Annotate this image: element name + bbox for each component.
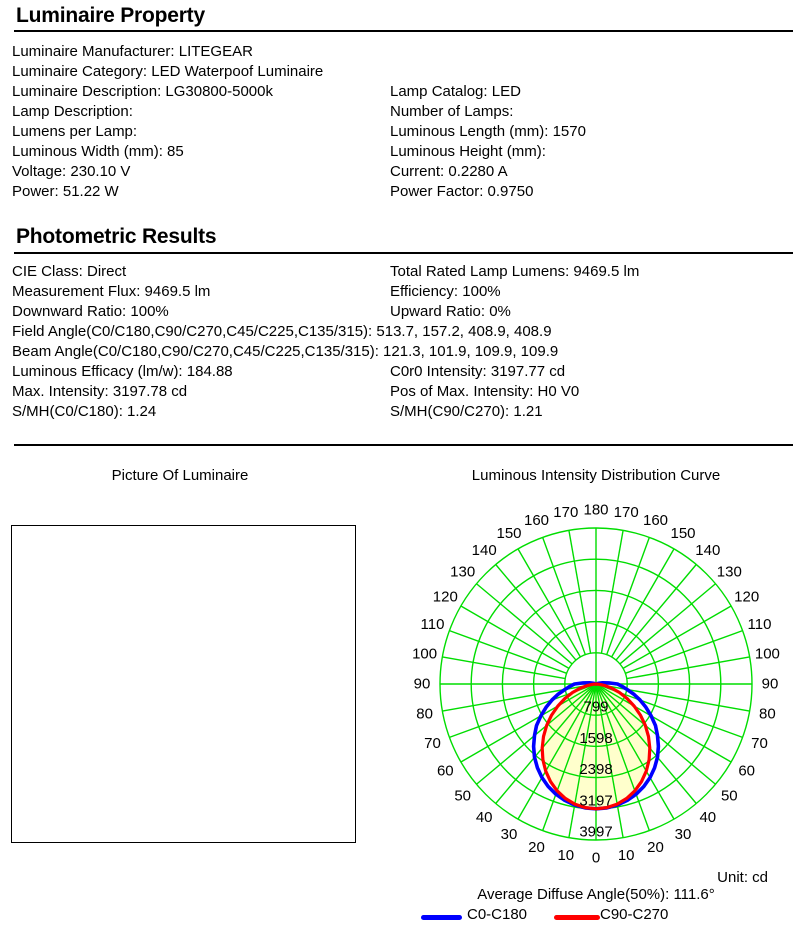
angle-label: 80 (759, 705, 776, 723)
luminaire-property-right-value: Luminous Height (mm): (390, 143, 546, 160)
luminaire-property-right-value: Power Factor: 0.9750 (390, 183, 534, 200)
ring-value-label: 799 (583, 698, 609, 716)
ring-value-label: 3197 (579, 792, 613, 810)
photometric-results-left-value: Max. Intensity: 3197.78 cd (12, 383, 188, 400)
angle-label: 120 (734, 588, 760, 606)
polar-grid-spoke (625, 631, 742, 674)
luminaire-property-right-value: Luminous Length (mm): 1570 (390, 123, 586, 140)
angle-label: 60 (738, 762, 756, 780)
angle-label: 100 (412, 645, 438, 663)
polar-grid-spoke (627, 657, 750, 679)
photometric-results-right-value: Pos of Max. Intensity: H0 V0 (390, 383, 580, 400)
angle-label: 90 (413, 675, 431, 693)
luminaire-property-left-value: Luminaire Manufacturer: LITEGEAR (12, 43, 253, 60)
angle-label: 70 (424, 735, 441, 752)
angle-label: 180 (583, 501, 609, 519)
polar-grid-spoke (449, 631, 566, 674)
angle-label: 70 (751, 735, 768, 752)
luminaire-property-title: Luminaire Property (16, 4, 205, 27)
angle-label: 60 (436, 762, 454, 780)
legend-line-c0-c180 (421, 915, 462, 920)
angle-label: 130 (716, 563, 742, 581)
polar-grid-spoke (543, 537, 586, 654)
luminaire-property-left-value: Voltage: 230.10 V (12, 163, 131, 180)
polar-grid-spoke (601, 530, 623, 653)
ring-value-label: 1598 (579, 729, 613, 747)
ring-value-label: 2398 (579, 761, 613, 779)
chart-unit-label: Unit: cd (717, 869, 768, 886)
angle-label: 160 (642, 512, 669, 529)
photometric-results-left-value: Field Angle(C0/C180,C90/C270,C45/C225,C135/315): 513.7, 157.2, 408.9, 408.9 (12, 323, 552, 340)
angle-label: 20 (528, 839, 545, 856)
chart-title: Luminous Intensity Distribution Curve (471, 467, 721, 484)
angle-label: 10 (557, 846, 575, 864)
polar-grid-spoke (607, 537, 650, 654)
angle-label: 80 (416, 705, 433, 723)
luminaire-property-left-value: Power: 51.22 W (12, 183, 119, 200)
legend-label-c90-c270: C90-C270 (600, 906, 669, 923)
angle-label: 140 (695, 542, 721, 560)
luminaire-property-left-value: Lumens per Lamp: (12, 123, 138, 140)
angle-label: 160 (523, 512, 550, 529)
angle-label: 110 (747, 616, 772, 633)
angle-label: 120 (432, 588, 458, 606)
photometric-results-left-value: Luminous Efficacy (lm/w): 184.88 (12, 363, 233, 380)
angle-label: 100 (754, 645, 780, 663)
angle-label: 140 (471, 542, 497, 560)
angle-label: 30 (674, 826, 692, 844)
average-diffuse-angle-label: Average Diffuse Angle(50%): 111.6° (477, 886, 715, 903)
angle-label: 90 (761, 675, 779, 693)
luminaire-property-right-value: Current: 0.2280 A (390, 163, 508, 180)
photometric-results-right-value: C0r0 Intensity: 3197.77 cd (390, 363, 566, 380)
angle-label: 40 (475, 808, 493, 826)
polar-grid-spoke (569, 530, 591, 653)
luminaire-property-left-value: Luminous Width (mm): 85 (12, 143, 184, 160)
luminaire-property-left-value: Lamp Description: (12, 103, 133, 120)
photometric-results-right-value: Total Rated Lamp Lumens: 9469.5 lm (390, 263, 640, 280)
legend-line-c90-c270 (554, 915, 600, 920)
picture-caption: Picture Of Luminaire (111, 467, 249, 484)
angle-label: 50 (454, 787, 472, 805)
angle-label: 30 (500, 826, 518, 844)
photometric-results-title: Photometric Results (16, 225, 217, 248)
luminaire-property-right-value: Number of Lamps: (390, 103, 514, 120)
luminaire-property-left-value: Luminaire Description: LG30800-5000k (12, 83, 273, 100)
angle-label: 50 (720, 787, 738, 805)
angle-label: 20 (647, 839, 664, 856)
luminaire-property-left-value: Luminaire Category: LED Waterpoof Luminaire (12, 63, 324, 80)
legend-label-c0-c180: C0-C180 (467, 906, 528, 923)
photometric-results-left-value: S/MH(C0/C180): 1.24 (12, 403, 157, 420)
photometric-results-left-value: Measurement Flux: 9469.5 lm (12, 283, 211, 300)
photometric-results-left-value: Beam Angle(C0/C180,C90/C270,C45/C225,C135/315): 121.3, 101.9, 109.9, 109.9 (12, 343, 559, 360)
angle-label: 0 (591, 849, 601, 867)
photometric-results-left-value: CIE Class: Direct (12, 263, 127, 280)
angle-label: 150 (670, 524, 696, 542)
angle-label: 110 (420, 616, 445, 633)
photometric-results-right-value: Upward Ratio: 0% (390, 303, 511, 320)
angle-label: 130 (450, 563, 476, 581)
angle-label: 10 (617, 846, 635, 864)
angle-label: 150 (496, 524, 522, 542)
photometric-results-right-value: S/MH(C90/C270): 1.21 (390, 403, 543, 420)
ring-value-label: 3997 (579, 823, 613, 841)
angle-label: 170 (553, 504, 579, 522)
photometric-results-left-value: Downward Ratio: 100% (12, 303, 169, 320)
angle-label: 40 (699, 808, 717, 826)
photometric-results-right-value: Efficiency: 100% (390, 283, 501, 300)
angle-label: 170 (613, 504, 639, 522)
polar-grid-spoke (442, 657, 565, 679)
luminaire-property-right-value: Lamp Catalog: LED (390, 83, 521, 100)
